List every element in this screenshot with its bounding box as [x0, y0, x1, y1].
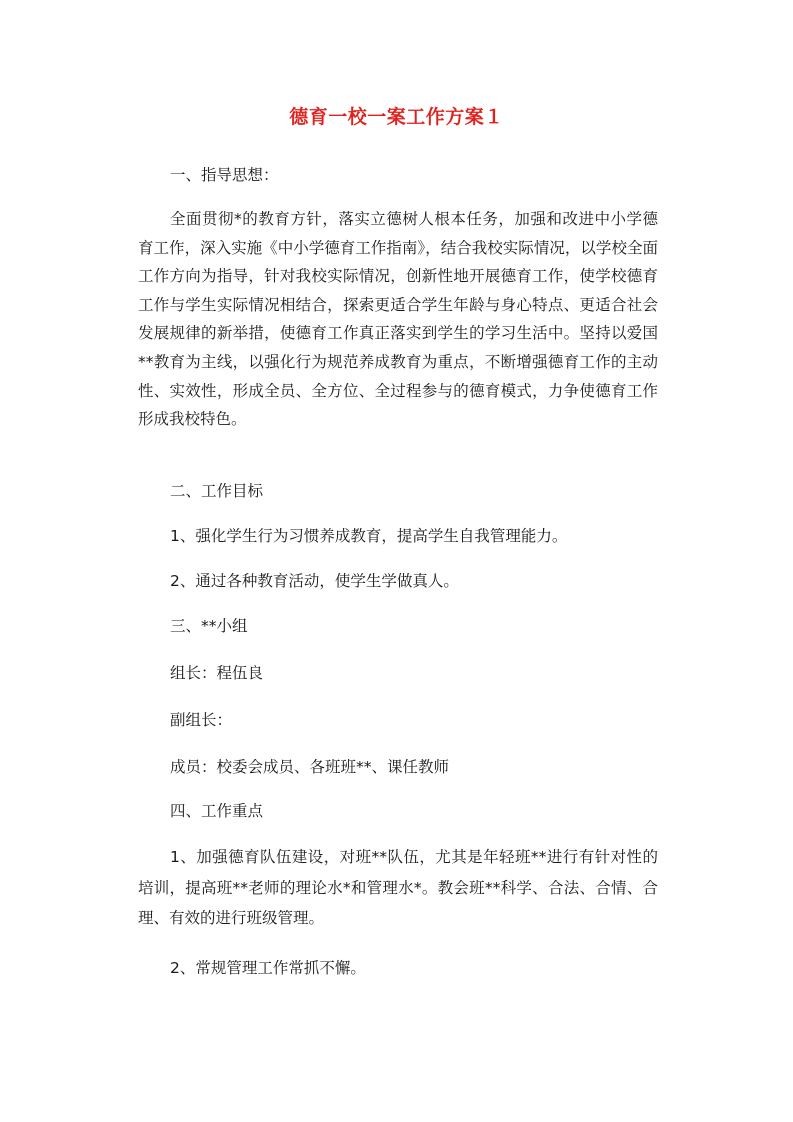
section4-item-2: 2、常规管理工作常抓不懈。: [170, 959, 366, 977]
section4-heading: 四、工作重点: [170, 802, 264, 820]
section3-deputy: 副组长：: [170, 711, 233, 729]
section2-heading: 二、工作目标: [170, 482, 264, 500]
section3-leader: 组长：程伍良: [170, 664, 264, 682]
section2-item-1: 1、强化学生行为习惯养成教育，提高学生自我管理能力。: [170, 527, 568, 545]
section1-heading: 一、指导思想：: [170, 166, 279, 184]
document-title: 德育一校一案工作方案１: [289, 106, 504, 128]
section1-body: 全面贯彻*的教育方针，落实立德树人根本任务，加强和改进中小学德育工作，深入实施《中小学德育工作指南》，结合我校实际情况，以学校全面工作方向为指导，针对我校实际情况，创新性地开展德育工作，使学校德育工作与学生实际情况相结合，探索更适合学生年龄与身心特点、更适合社会发展规律的新举措，使德育工作真正落实到学生的学习生活中。坚持以爱国**教育为主线，以强化行为规范养成教育为重点，不断增强德育工作的主动性、实效性，形成全员、全方位、全过程参与的德育模式，力争使德育工作形成我校特色。: [138, 210, 658, 429]
section3-members: 成员：校委会成员、各班班**、课任教师: [170, 758, 450, 776]
section4-item-1: 1、加强德育队伍建设，对班**队伍，尤其是年轻班**进行有针对性的培训，提高班**老师的理论水*和管理水*。教会班**科学、合法、合情、合理、有效的进行班级管理。: [138, 848, 658, 927]
section3-heading: 三、**小组: [170, 617, 248, 635]
section2-item-2: 2、通过各种教育活动，使学生学做真人。: [170, 572, 459, 590]
